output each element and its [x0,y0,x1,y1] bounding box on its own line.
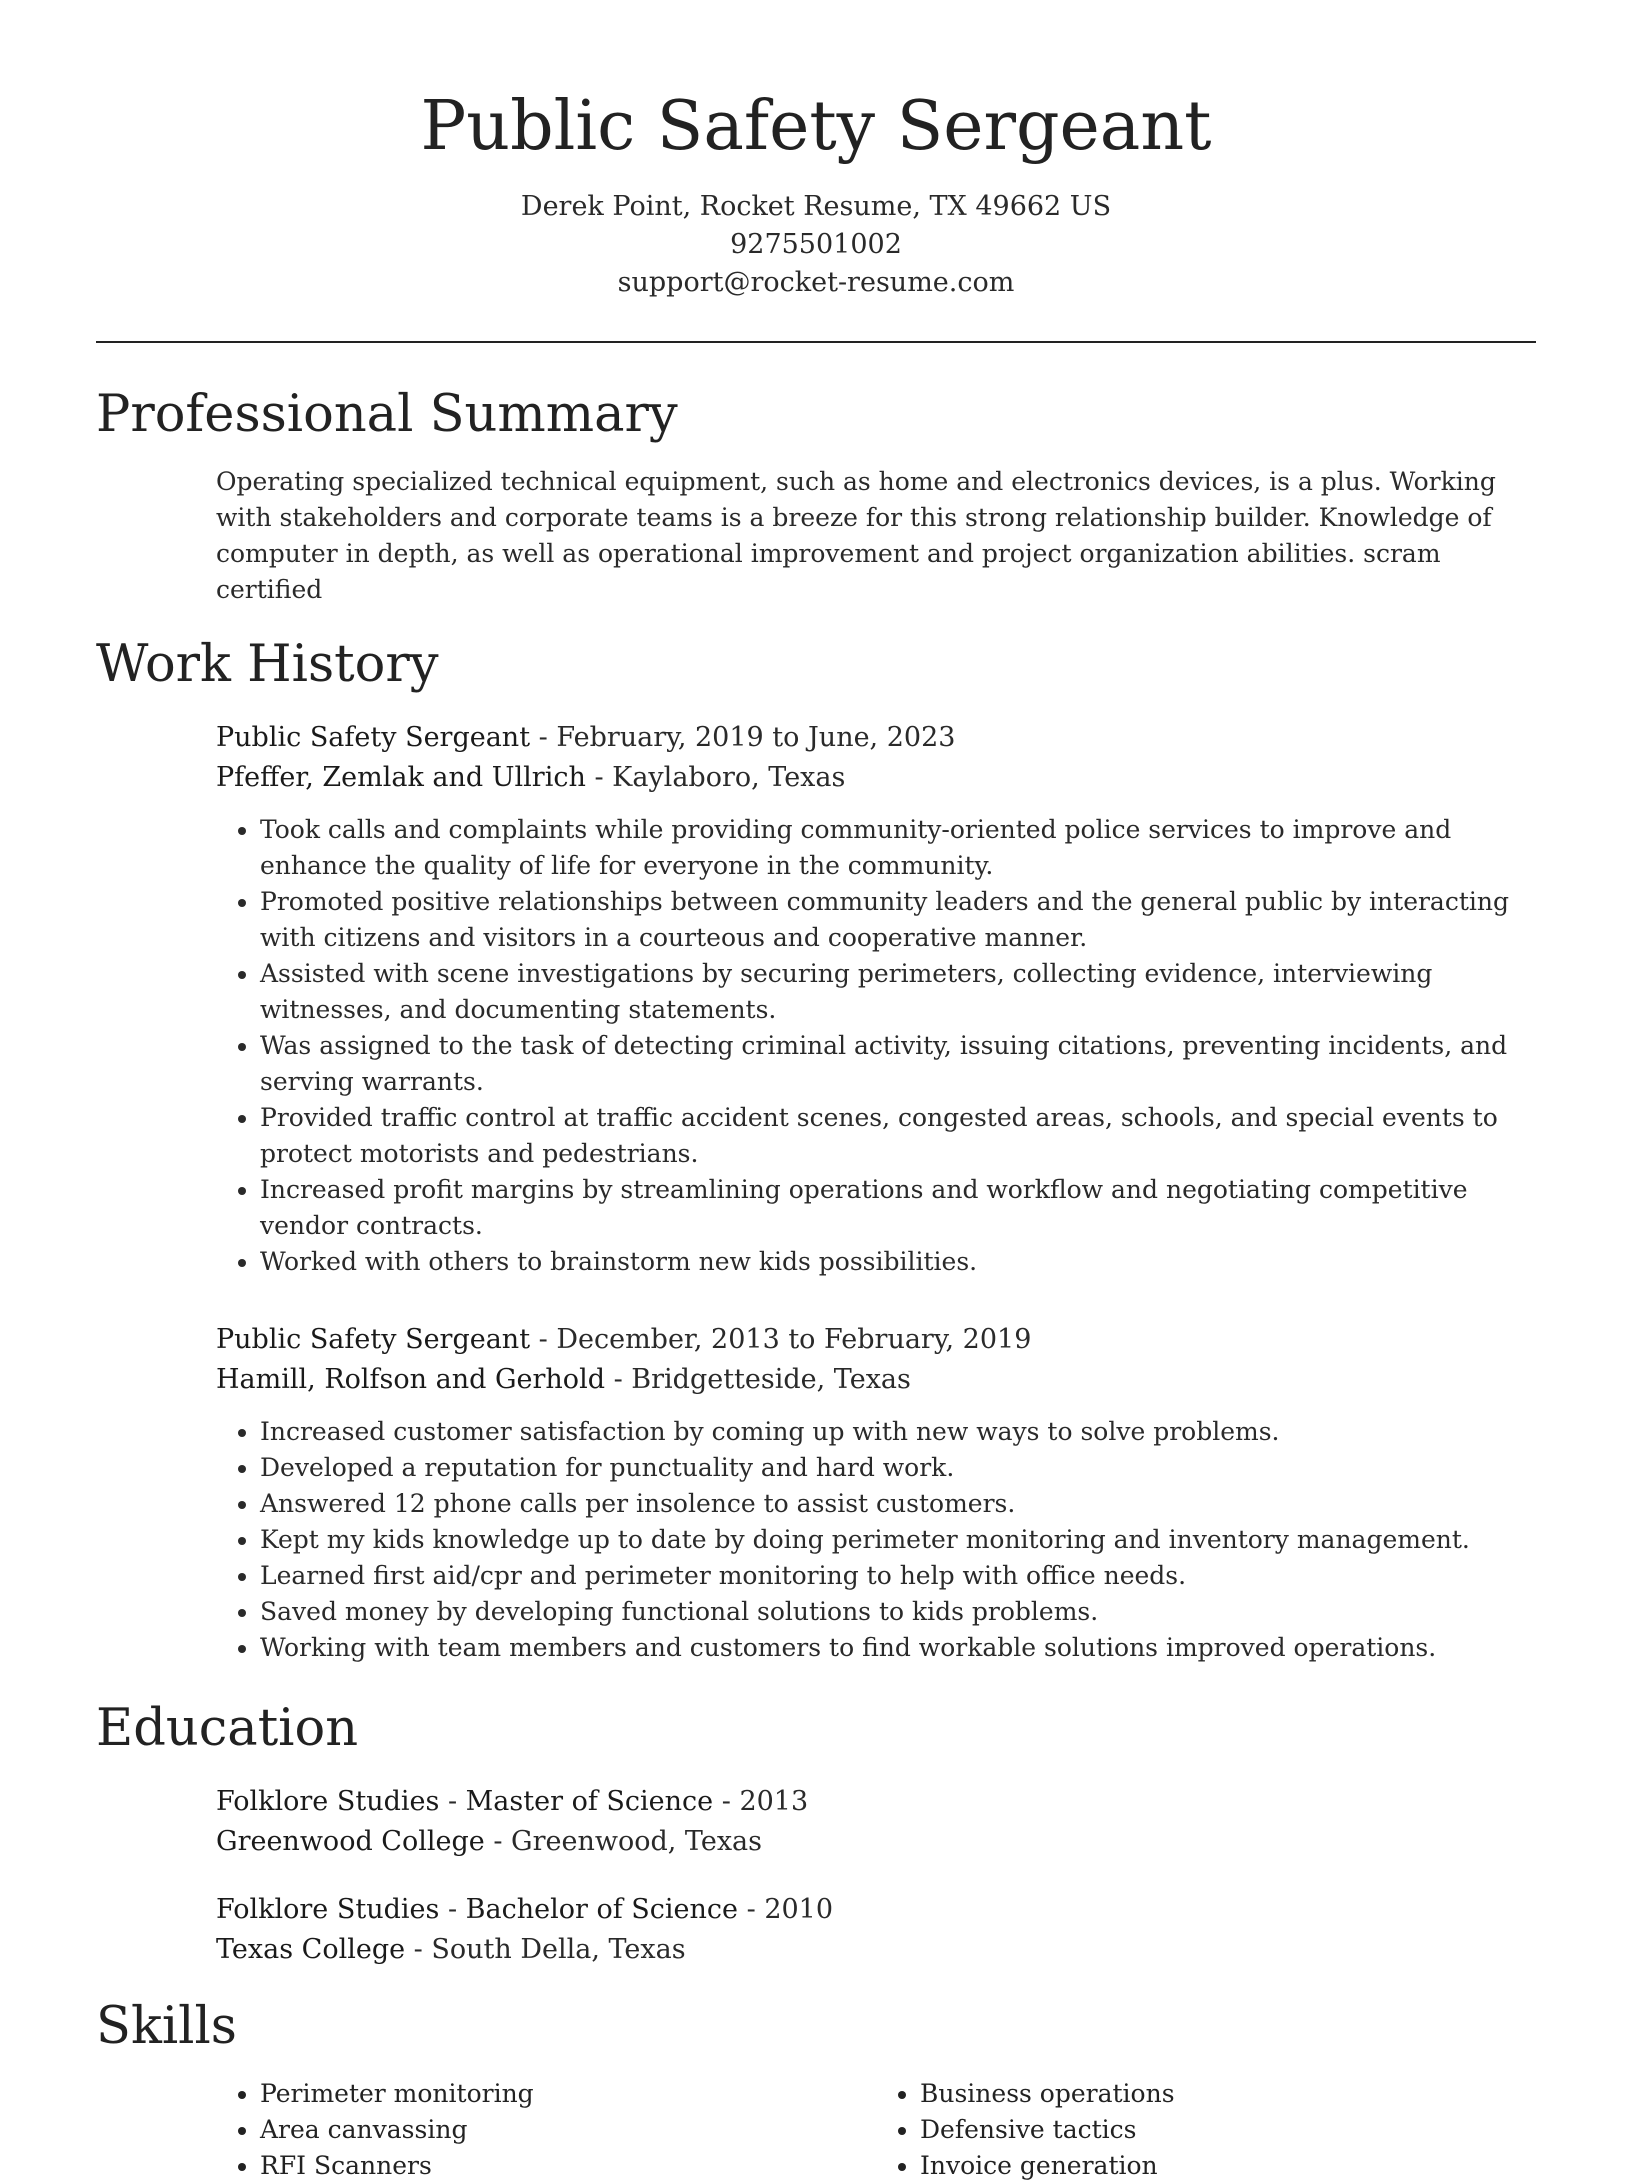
summary-section [96,380,1536,608]
job-bullet: • Saved money by developing functional solutions to kids problems. [260,1594,1536,1630]
job-bullet: • Assisted with scene investigations by securing perimeters, collecting evidence, interviewing witnesses, and documenting statements. [260,956,1536,1028]
contact-address: Derek Point, Rocket Resume, TX 49662 US [520,191,1112,222]
skill-item: • Perimeter monitoring [260,2076,876,2112]
education-entry [216,1782,1536,1862]
job-bullet: • Worked with others to brainstorm new kids possibilities. [260,1244,1536,1280]
skill-item: • RFI Scanners [260,2148,876,2184]
education-year: 2010 [764,1894,834,1925]
job-bullet: • Promoted positive relationships between community leaders and the general public by interacting with citizens and visitors in a courteous and cooperative manner. [260,884,1536,956]
education-degree: Master of Science [465,1786,714,1817]
job-bullet: • Took calls and complaints while providing community-oriented police services to improve and enhance the quality of life for everyone in the community. [260,812,1536,884]
job-company-line: Pfeffer, Zemlak and Ullrich - Kaylaboro, Texas [216,762,846,793]
job-bullet: • Kept my kids knowledge up to date by doing perimeter monitoring and inventory management. [260,1522,1536,1558]
job-company: Hamill, Rolfson and Gerhold [216,1364,605,1395]
job-bullet: • Learned first aid/cpr and perimeter monitoring to help with office needs. [260,1558,1536,1594]
education-school-line: Texas College - South Della, Texas [216,1934,686,1965]
job-bullet: • Working with team members and customers to find workable solutions improved operations. [260,1630,1536,1666]
education-school: Texas College [216,1934,406,1965]
education-degree: Bachelor of Science [465,1894,739,1925]
education-degree-line: Folklore Studies - Master of Science - 2013 [216,1786,809,1817]
header-divider [96,341,1536,343]
resume-content [96,380,1536,2184]
skill-item: • Defensive tactics [920,2112,1536,2148]
job-dates: February, 2019 to June, 2023 [556,722,956,753]
skills-list-left [216,2076,876,2184]
education-school: Greenwood College [216,1826,485,1857]
job-bullet: • Provided traffic control at traffic accident scenes, congested areas, schools, and special events to protect motorists and pedestrians. [260,1100,1536,1172]
job-location: Bridgetteside, Texas [631,1364,911,1395]
job-location: Kaylaboro, Texas [612,762,846,793]
job-bullet: • Was assigned to the task of detecting criminal activity, issuing citations, preventing incidents, and serving warrants. [260,1028,1536,1100]
skill-item: • Business operations [920,2076,1536,2112]
job-entry [216,1320,1536,1666]
education-field: Folklore Studies [216,1894,440,1925]
work-section [96,630,1536,1666]
summary-text: Operating specialized technical equipment, such as home and electronics devices, is a plus. Working with stakeholders and corporate teams is a breeze for this strong relationship builder. Knowledge of computer in depth, as well as operational improvement and project organization abilities. scram certified [216,467,1496,604]
job-bullet: • Answered 12 phone calls per insolence to assist customers. [260,1486,1536,1522]
education-degree-line: Folklore Studies - Bachelor of Science - 2010 [216,1894,834,1925]
skill-item: • Invoice generation [920,2148,1536,2184]
job-dates: December, 2013 to February, 2019 [556,1324,1032,1355]
contact-phone: 9275501002 [730,229,902,260]
education-field: Folklore Studies [216,1786,440,1817]
job-company: Pfeffer, Zemlak and Ullrich [216,762,586,793]
education-location: Greenwood, Texas [511,1826,762,1857]
education-location: South Della, Texas [431,1934,686,1965]
skills-heading: Skills [96,1997,237,2056]
job-title: Public Safety Sergeant [216,1324,531,1355]
education-section [96,1694,1536,1970]
job-title-line: Public Safety Sergeant - February, 2019 to June, 2023 [216,722,956,753]
job-title: Public Safety Sergeant [216,722,531,753]
summary-heading: Professional Summary [96,385,678,444]
contact-email: support@rocket-resume.com [617,267,1015,298]
education-year: 2013 [739,1786,809,1817]
skills-list-right [876,2076,1536,2184]
education-entry [216,1890,1536,1970]
job-bullet: • Increased customer satisfaction by coming up with new ways to solve problems. [260,1414,1536,1450]
skills-columns [216,2076,1536,2184]
work-heading: Work History [96,635,439,694]
job-entry [216,718,1536,1280]
job-bullet: • Developed a reputation for punctuality and hard work. [260,1450,1536,1486]
education-school-line: Greenwood College - Greenwood, Texas [216,1826,762,1857]
resume-title: Public Safety Sergeant [420,87,1212,166]
job-bullet: • Increased profit margins by streamlining operations and workflow and negotiating competitive vendor contracts. [260,1172,1536,1244]
job-bullets [216,812,1536,1280]
skills-section [96,1992,1536,2184]
education-heading: Education [96,1699,359,1758]
resume-header [0,0,1632,302]
job-title-line: Public Safety Sergeant - December, 2013 to February, 2019 [216,1324,1032,1355]
job-bullets [216,1414,1536,1666]
contact-block [0,188,1632,302]
job-company-line: Hamill, Rolfson and Gerhold - Bridgetteside, Texas [216,1364,911,1395]
skill-item: • Area canvassing [260,2112,876,2148]
